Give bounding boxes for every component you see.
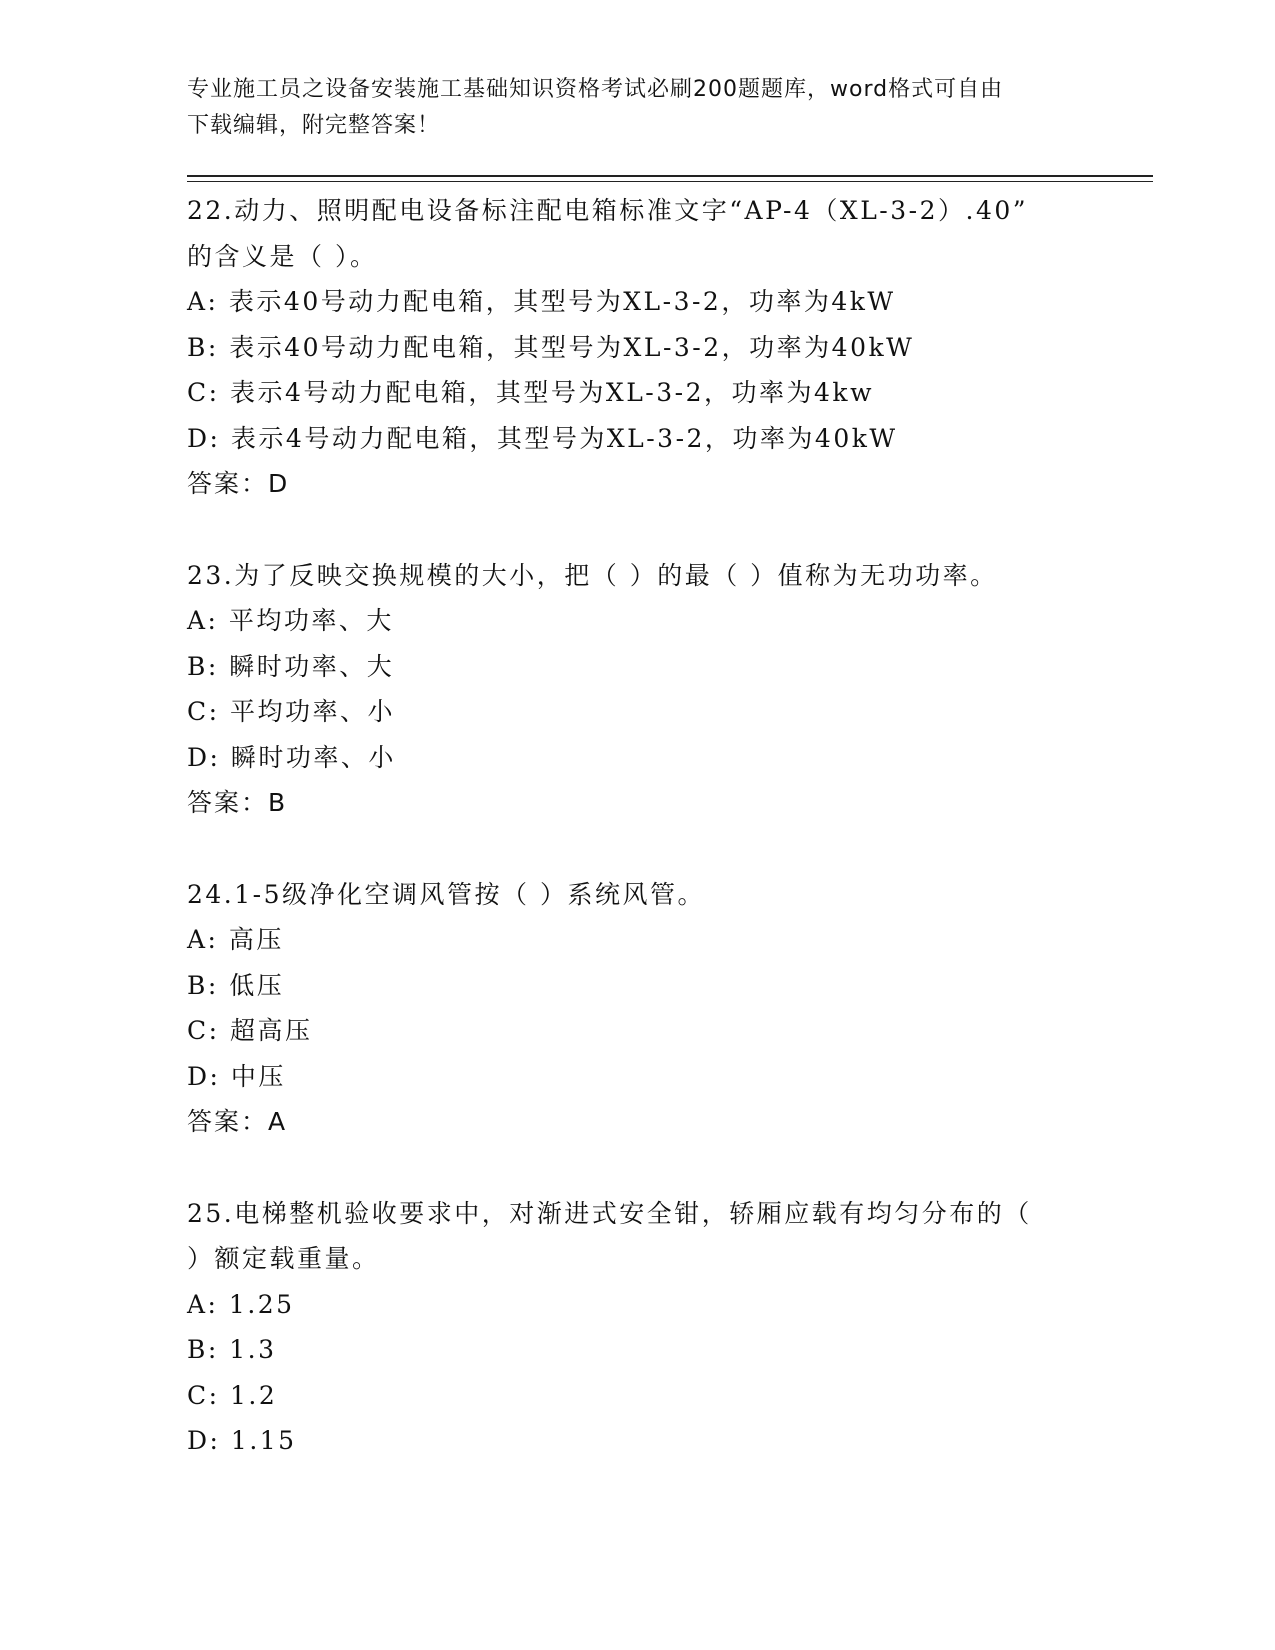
- option-c: C: 平均功率、小: [187, 697, 395, 726]
- option-a: A: 表示40号动力配电箱，其型号为XL-3-2，功率为4kW: [187, 287, 896, 316]
- option-d: D: 瞬时功率、小: [187, 742, 396, 772]
- option-d: D: 表示4号动力配电箱，其型号为XL-3-2，功率为40kW: [187, 423, 898, 453]
- question-stem-line: 的含义是（ ）。: [187, 241, 378, 271]
- option-a: A: 高压: [187, 925, 284, 954]
- header-divider-thin: [187, 181, 1153, 182]
- answer-line: 答案：B: [187, 788, 288, 817]
- option-d: D: 中压: [187, 1061, 286, 1091]
- option-b: B: 1.3: [187, 1335, 277, 1364]
- option-b: B: 瞬时功率、大: [187, 651, 395, 681]
- question-stem-line: 24.1-5级净化空调风管按（ ）系统风管。: [187, 879, 705, 909]
- header-line-2: 下载编辑，附完整答案！: [187, 113, 441, 138]
- option-a: A: 平均功率、大: [187, 606, 394, 635]
- question-22: [187, 188, 1087, 507]
- answer-line: 答案：A: [187, 1107, 288, 1136]
- document-header: [187, 72, 1067, 144]
- question-25: [187, 1191, 1087, 1464]
- option-b: B: 表示40号动力配电箱，其型号为XL-3-2，功率为40kW: [187, 332, 915, 362]
- question-stem-line: 22.动力、照明配电设备标注配电箱标准文字“AP-4（XL-3-2）.40”: [187, 196, 1029, 225]
- answer-line: 答案：D: [187, 469, 290, 498]
- option-d: D: 1.15: [187, 1426, 297, 1455]
- option-a: A: 1.25: [187, 1289, 295, 1319]
- option-b: B: 低压: [187, 970, 285, 1000]
- header-divider-thick: [187, 175, 1153, 177]
- option-c: C: 超高压: [187, 1016, 313, 1045]
- question-stem-line: ）额定载重量。: [187, 1244, 380, 1273]
- option-c: C: 表示4号动力配电箱，其型号为XL-3-2，功率为4kw: [187, 378, 874, 407]
- header-line-1: 专业施工员之设备安装施工基础知识资格考试必刷200题题库，word格式可自由: [187, 77, 1004, 102]
- question-stem-line: 23.为了反映交换规模的大小，把（ ）的最（ ）值称为无功功率。: [187, 560, 998, 590]
- question-24: [187, 872, 1087, 1145]
- question-stem-line: 25.电梯整机验收要求中，对渐进式安全钳，轿厢应载有均匀分布的（: [187, 1198, 1032, 1228]
- question-23: [187, 553, 1087, 826]
- question-list: [187, 188, 1087, 1510]
- option-c: C: 1.2: [187, 1380, 278, 1410]
